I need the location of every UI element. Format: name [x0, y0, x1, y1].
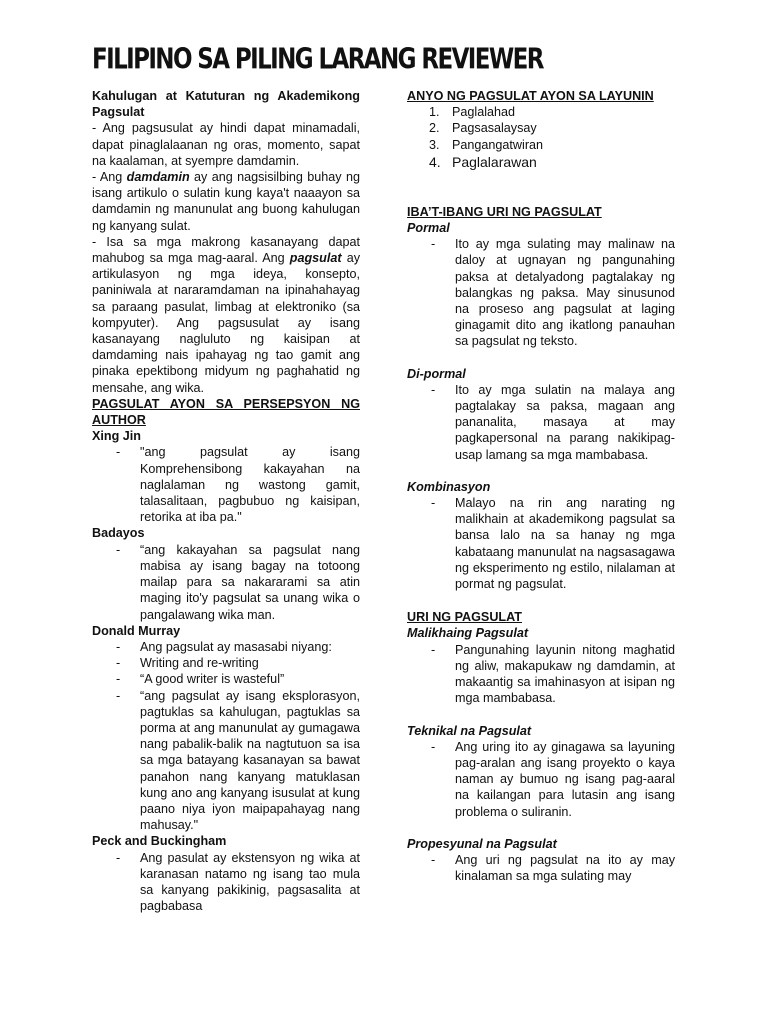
description-list	[407, 236, 675, 349]
list-item	[407, 120, 675, 136]
subheading: Propesyunal na Pagsulat	[407, 836, 557, 851]
paragraph	[92, 234, 360, 396]
author-quote-list	[92, 444, 360, 525]
subheading: Kombinasyon	[407, 479, 491, 494]
author-name: Peck and Buckingham	[92, 834, 227, 849]
list-item-text: Paglalahad	[452, 105, 516, 120]
left-column	[92, 88, 360, 914]
list-item-text: Pangangatwiran	[452, 137, 544, 152]
spacer	[407, 592, 675, 609]
section-heading-anyo: ANYO NG PAGSULAT AYON SA LAYUNIN	[407, 89, 654, 103]
spacer	[407, 820, 675, 836]
author-name: Xing Jin	[92, 429, 141, 444]
description-list	[407, 382, 675, 463]
list-item	[407, 153, 675, 171]
list-item: - Malayo na rin ang narating ng malikhain at akademikong pagsulat sa bansa lalo na sa hanay ng mga kabataang manunulat na nagsasagawa ng eksperimento ng estilo, nilalaman at pormat ng pagsulat.	[407, 495, 675, 592]
list-item-text: Paglalarawan	[452, 153, 537, 170]
description-list	[407, 739, 675, 820]
description-list	[407, 852, 675, 884]
emphasis-text: damdamin	[126, 170, 190, 185]
list-item: - Writing and re-writing	[92, 655, 360, 671]
subheading: Di-pormal	[407, 366, 466, 381]
text-run: - Ang	[92, 170, 127, 185]
list-number: 1.	[429, 105, 440, 120]
description-list	[407, 495, 675, 592]
anyo-list	[407, 104, 675, 171]
text-run: - Isa sa mga makrong kasanayang dapat mahubog sa mga mag-aaral. Ang	[92, 234, 360, 266]
list-number: 2.	[429, 121, 440, 136]
description-list	[407, 642, 675, 707]
subheading: Malikhaing Pagsulat	[407, 626, 529, 641]
list-item	[407, 137, 675, 153]
list-item: - Ang pagsulat ay masasabi niyang:	[92, 639, 360, 655]
text-run: ay artikulasyon ng mga ideya, konsepto, paniniwala at nararamdaman na ipinahahayag sa paraang pasulat, limbag at elektroniko (sa kompyuter). Ang pagsusulat ay isang kasanayang nagluluto ng kaisipan at damdaming nais ipahayag ng tao gamit ang pinaka epektibong midyum ng paghahatid ng mensahe, ang wika.	[92, 251, 360, 395]
subheading: Teknikal na Pagsulat	[407, 723, 532, 738]
section-heading-kahulugan: Kahulugan at Katuturan ng Akademikong Pagsulat	[92, 89, 360, 120]
list-item: - "ang pagsulat ay isang Komprehensibong kakayahan na naglalaman ng wastong gamit, talasalitaan, pagbubuo ng kaisipan, retorika at iba pa."	[92, 444, 360, 525]
right-column	[407, 88, 675, 884]
list-item: - “ang kakayahan sa pagsulat nang mabisa ay isang bagay na totoong mailap para sa nakararami sa atin maging ito'y pagsulat sa unang wika o pangalawang wika man.	[92, 542, 360, 623]
list-item-text: Pagsasalaysay	[452, 121, 537, 136]
list-number: 4.	[429, 153, 441, 170]
spacer	[407, 350, 675, 366]
section-heading-persepsyon: PAGSULAT AYON SA PERSEPSYON NG AUTHOR	[92, 396, 360, 428]
list-number: 3.	[429, 137, 440, 152]
page-title: FILIPINO SA PILING LARANG REVIEWER	[92, 43, 543, 76]
list-item: - Ang pasulat ay ekstensyon ng wika at karanasan natamo ng isang tao mula sa kanyang pakikinig, pagsasalita at pagbabasa	[92, 850, 360, 915]
list-item: - Ang uring ito ay ginagawa sa layuning pag-aralan ang isang proyekto o kaya naman ay bumuo ng isang pag-aaral na kailangan para lutasin ang isang problema o suliranin.	[407, 739, 675, 820]
list-item	[407, 104, 675, 120]
section-heading-ibat-ibang-uri: IBA’T-IBANG URI NG PAGSULAT	[407, 204, 602, 219]
section-heading-uri: URI NG PAGSULAT	[407, 610, 522, 625]
paragraph: - Ang pagsusulat ay hindi dapat minamadali, dapat pinaglalaanan ng oras, momento, sapat na kaalaman, at syempre damdamin.	[92, 121, 360, 168]
spacer	[407, 463, 675, 479]
list-item: - Pangunahing layunin nitong maghatid ng aliw, makapukaw ng damdamin, at makaantig sa imahinasyon at isipan ng mga mambabasa.	[407, 642, 675, 707]
author-name: Badayos	[92, 526, 145, 541]
list-item: - Ito ay mga sulating may malinaw na daloy at ugnayan ng pangunahing paksa at detalyadong pagtalakay ng balangkas ng paksa. May sinusunod na proseso ang pagsulat at laging ginagamit dito ang ikatlong panauhan sa pagsulat ng teksto.	[407, 236, 675, 349]
list-item: - Ito ay mga sulatin na malaya ang pagtalakay sa paksa, magaan ang pananalita, masaya at may pagkapersonal na parang nakikipag-usap lamang sa mga mambabasa.	[407, 382, 675, 463]
paragraph	[92, 169, 360, 234]
author-quote-list	[92, 850, 360, 915]
list-item: - Ang uri ng pagsulat na ito ay may kinalaman sa mga sulating may	[407, 852, 675, 884]
list-item: - “A good writer is wasteful”	[92, 671, 360, 687]
list-item: - “ang pagsulat ay isang eksplorasyon, pagtuklas sa kahulugan, pagtuklas sa porma at ang manunulat ay gumagawa nang pabalik-balik na nagtutuon sa isa sa mga batayang kasanayan sa bawat panahon nang kanyang matuklasan kung ano ang kanyang isusulat at kung paano niya iyon maipapahayag nang mahusay."	[92, 688, 360, 834]
spacer	[407, 707, 675, 723]
spacer	[407, 171, 675, 204]
author-name: Donald Murray	[92, 623, 181, 638]
text-run: ay ang nagsisilbing buhay ng isang artikulo o sulatin kung kaya't naaayon sa damdamin ng manunulat ang buong kahulugan ng kanyang sulat.	[92, 170, 360, 233]
subheading: Pormal	[407, 221, 450, 236]
emphasis-text: pagsulat	[289, 251, 342, 266]
author-quote-list	[92, 639, 360, 833]
author-quote-list	[92, 542, 360, 623]
